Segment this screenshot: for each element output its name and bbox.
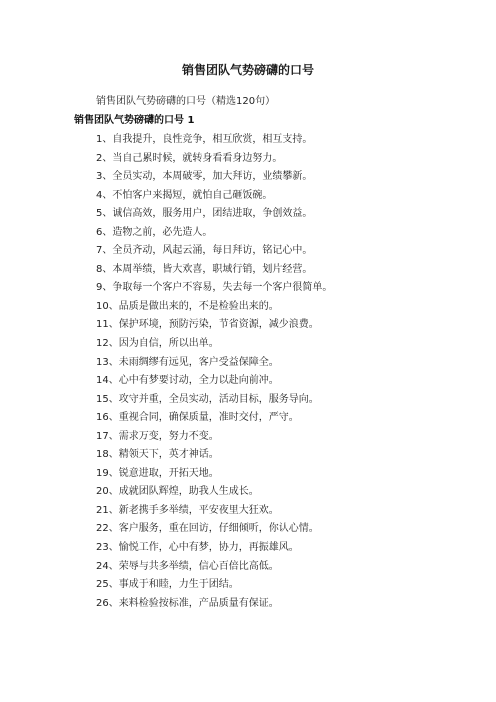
list-item: 20、成就团队辉煌，助我人生成长。 bbox=[96, 486, 259, 498]
list-item: 12、因为自信，所以出单。 bbox=[96, 338, 219, 350]
list-item: 13、未雨绸缪有远见，客户受益保障全。 bbox=[96, 356, 279, 368]
list-item: 6、造物之前，必先造人。 bbox=[96, 226, 213, 238]
intro-line: 销售团队气势磅礴的口号（精选120句） bbox=[96, 96, 276, 107]
list-item: 11、保护环境，预防污染，节省资源，减少浪费。 bbox=[96, 319, 319, 331]
list-item: 10、品质是做出来的，不是检验出来的。 bbox=[96, 300, 279, 312]
list-item: 4、不怕客户来揭短，就怕自己砸饭碗。 bbox=[96, 189, 273, 201]
list-item: 7、全员齐动，风起云涌，每日拜访，铭记心中。 bbox=[96, 245, 313, 257]
page-title: 销售团队气势磅礴的口号 bbox=[181, 63, 314, 77]
list-item: 17、需求万变，努力不变。 bbox=[96, 430, 219, 442]
list-item: 8、本周举绩，皆大欢喜，职域行销，划片经营。 bbox=[96, 263, 313, 275]
list-item: 24、荣辱与共多举绩，信心百倍比高低。 bbox=[96, 560, 279, 572]
list-item: 15、攻守并重，全员实动，活动目标，服务导向。 bbox=[96, 393, 319, 405]
list-item: 3、全员实动，本周破零，加大拜访，业绩攀新。 bbox=[96, 171, 313, 183]
list-item: 23、愉悦工作，心中有梦，协力，再振雄风。 bbox=[96, 542, 299, 554]
list-item: 26、来料检验按标准，产品质量有保证。 bbox=[96, 597, 279, 609]
slogan-list bbox=[96, 133, 332, 615]
list-item: 2、当自己累时候，就转身看看身边努力。 bbox=[96, 152, 283, 164]
list-item: 5、诚信高效，服务用户，团结进取，争创效益。 bbox=[96, 208, 313, 220]
list-item: 9、争取每一个客户不容易，失去每一个客户很简单。 bbox=[96, 282, 333, 294]
list-item: 19、锐意进取，开拓天地。 bbox=[96, 467, 219, 479]
list-item: 18、精领天下，英才神话。 bbox=[96, 449, 219, 461]
list-item: 1、自我提升，良性竞争，相互欣赏，相互支持。 bbox=[96, 134, 313, 145]
list-item: 21、新老携手多举绩，平安夜里大狂欢。 bbox=[96, 504, 279, 516]
list-item: 25、事成于和睦，力生于团结。 bbox=[96, 579, 239, 591]
list-item: 14、心中有梦要讨动，全力以赴向前冲。 bbox=[96, 375, 279, 387]
list-item: 16、重视合同，确保质量，准时交付，严守。 bbox=[96, 412, 299, 424]
section-heading: 销售团队气势磅礴的口号 1 bbox=[74, 115, 195, 126]
list-item: 22、客户服务，重在回访，仔细倾听，你认心情。 bbox=[96, 523, 319, 535]
